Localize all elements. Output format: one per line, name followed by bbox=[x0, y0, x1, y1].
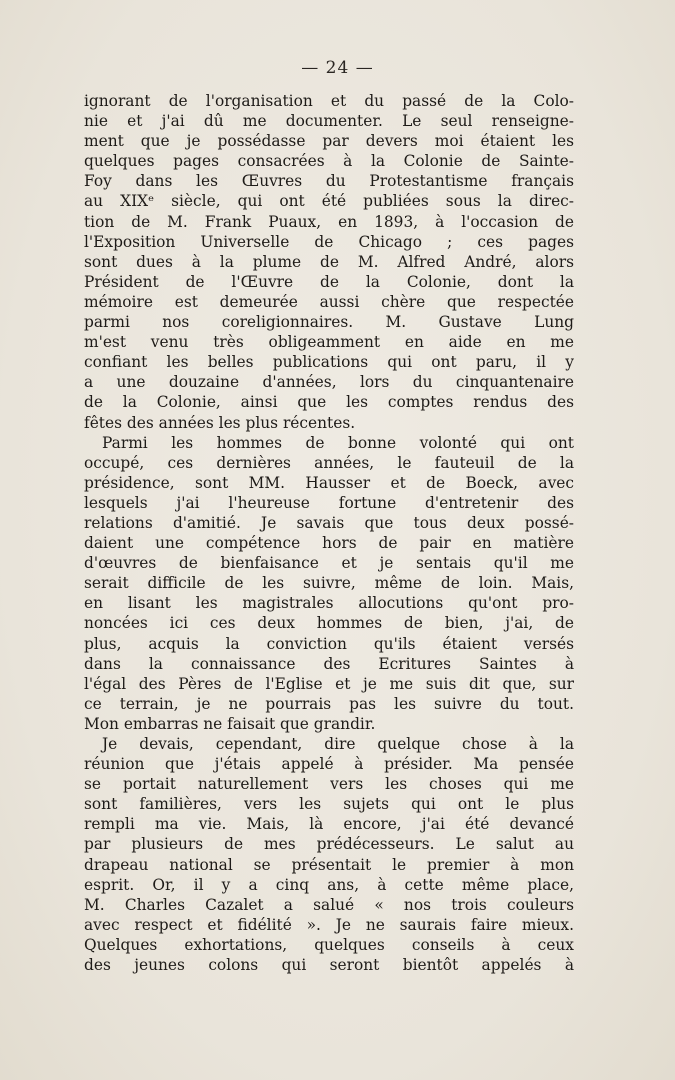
text-line: présidence, sont MM. Hausser et de Boeck, avec bbox=[84, 473, 574, 492]
text-line: au XIXᵉ siècle, qui ont été publiées sous la direc- bbox=[84, 192, 574, 211]
text-line: daient une compétence hors de pair en matière bbox=[84, 534, 574, 553]
text-line: relations d'amitié. Je savais que tous deux possé- bbox=[84, 513, 574, 532]
text-line: de la Colonie, ainsi que les comptes rendus des bbox=[84, 393, 574, 412]
text-line: réunion que j'étais appelé à présider. Ma pensée bbox=[84, 755, 574, 774]
text-line: nie et j'ai dû me documenter. Le seul renseigne- bbox=[84, 112, 574, 131]
text-line: en lisant les magistrales allocutions qu'ont pro- bbox=[84, 594, 574, 613]
text-line: serait difficile de les suivre, même de loin. Mais, bbox=[84, 574, 574, 593]
text-line: Parmi les hommes de bonne volonté qui ont bbox=[102, 433, 574, 452]
text-line: Président de l'Œuvre de la Colonie, dont la bbox=[84, 272, 574, 291]
text-line: ignorant de l'organisation et du passé de la Colo- bbox=[84, 92, 574, 110]
text-line: plus, acquis la conviction qu'ils étaient versés bbox=[84, 634, 574, 653]
text-line: par plusieurs de mes prédécesseurs. Le salut au bbox=[84, 835, 574, 854]
text-line: ment que je possédasse par devers moi étaient les bbox=[84, 132, 574, 151]
text-line: avec respect et fidélité ». Je ne saurais faire mieux. bbox=[84, 915, 574, 934]
text-line: tion de M. Frank Puaux, en 1893, à l'occasion de bbox=[84, 212, 574, 231]
text-line: a une douzaine d'années, lors du cinquantenaire bbox=[84, 373, 574, 392]
text-line: des jeunes colons qui seront bientôt appelés à bbox=[84, 956, 574, 975]
text-line: confiant les belles publications qui ont paru, il y bbox=[84, 353, 574, 372]
text-line: l'égal des Pères de l'Eglise et je me suis dit que, sur bbox=[84, 674, 574, 693]
text-line: Foy dans les Œuvres du Protestantisme français bbox=[84, 172, 574, 191]
text-line: se portait naturellement vers les choses qui me bbox=[84, 775, 574, 794]
text-line: parmi nos coreligionnaires. M. Gustave Lung bbox=[84, 313, 574, 332]
text-line: noncées ici ces deux hommes de bien, j'ai, de bbox=[84, 614, 574, 633]
text-line: rempli ma vie. Mais, là encore, j'ai été devancé bbox=[84, 815, 574, 834]
text-line: Quelques exhortations, quelques conseils à ceux bbox=[84, 935, 574, 954]
text-line: quelques pages consacrées à la Colonie de Sainte- bbox=[84, 152, 574, 171]
text-line: sont dues à la plume de M. Alfred André, alors bbox=[84, 252, 574, 271]
text-line: M. Charles Cazalet a salué « nos trois couleurs bbox=[84, 895, 574, 914]
text-line: l'Exposition Universelle de Chicago ; ces pages bbox=[84, 232, 574, 251]
text-line: m'est venu très obligeamment en aide en me bbox=[84, 333, 574, 352]
body-text bbox=[84, 91, 574, 975]
page-number: — 24 — bbox=[301, 58, 374, 78]
text-line: Je devais, cependant, dire quelque chose à la bbox=[102, 735, 574, 753]
text-line: ce terrain, je ne pourrais pas les suivre du tout. bbox=[84, 694, 574, 713]
text-line: drapeau national se présentait le premier à mon bbox=[84, 855, 574, 874]
text-line: mémoire est demeurée aussi chère que respectée bbox=[84, 292, 574, 311]
text-line: sont familières, vers les sujets qui ont le plus bbox=[84, 795, 574, 814]
text-line: d'œuvres de bienfaisance et je sentais qu'il me bbox=[84, 554, 574, 573]
text-line: dans la connaissance des Ecritures Saintes à bbox=[84, 654, 574, 673]
text-line: esprit. Or, il y a cinq ans, à cette même place, bbox=[84, 875, 574, 894]
text-line: lesquels j'ai l'heureuse fortune d'entretenir des bbox=[84, 493, 574, 512]
text-line: Mon embarras ne faisait que grandir. bbox=[84, 714, 376, 733]
text-line: fêtes des années les plus récentes. bbox=[84, 413, 356, 432]
text-line: occupé, ces dernières années, le fauteuil de la bbox=[84, 453, 574, 472]
